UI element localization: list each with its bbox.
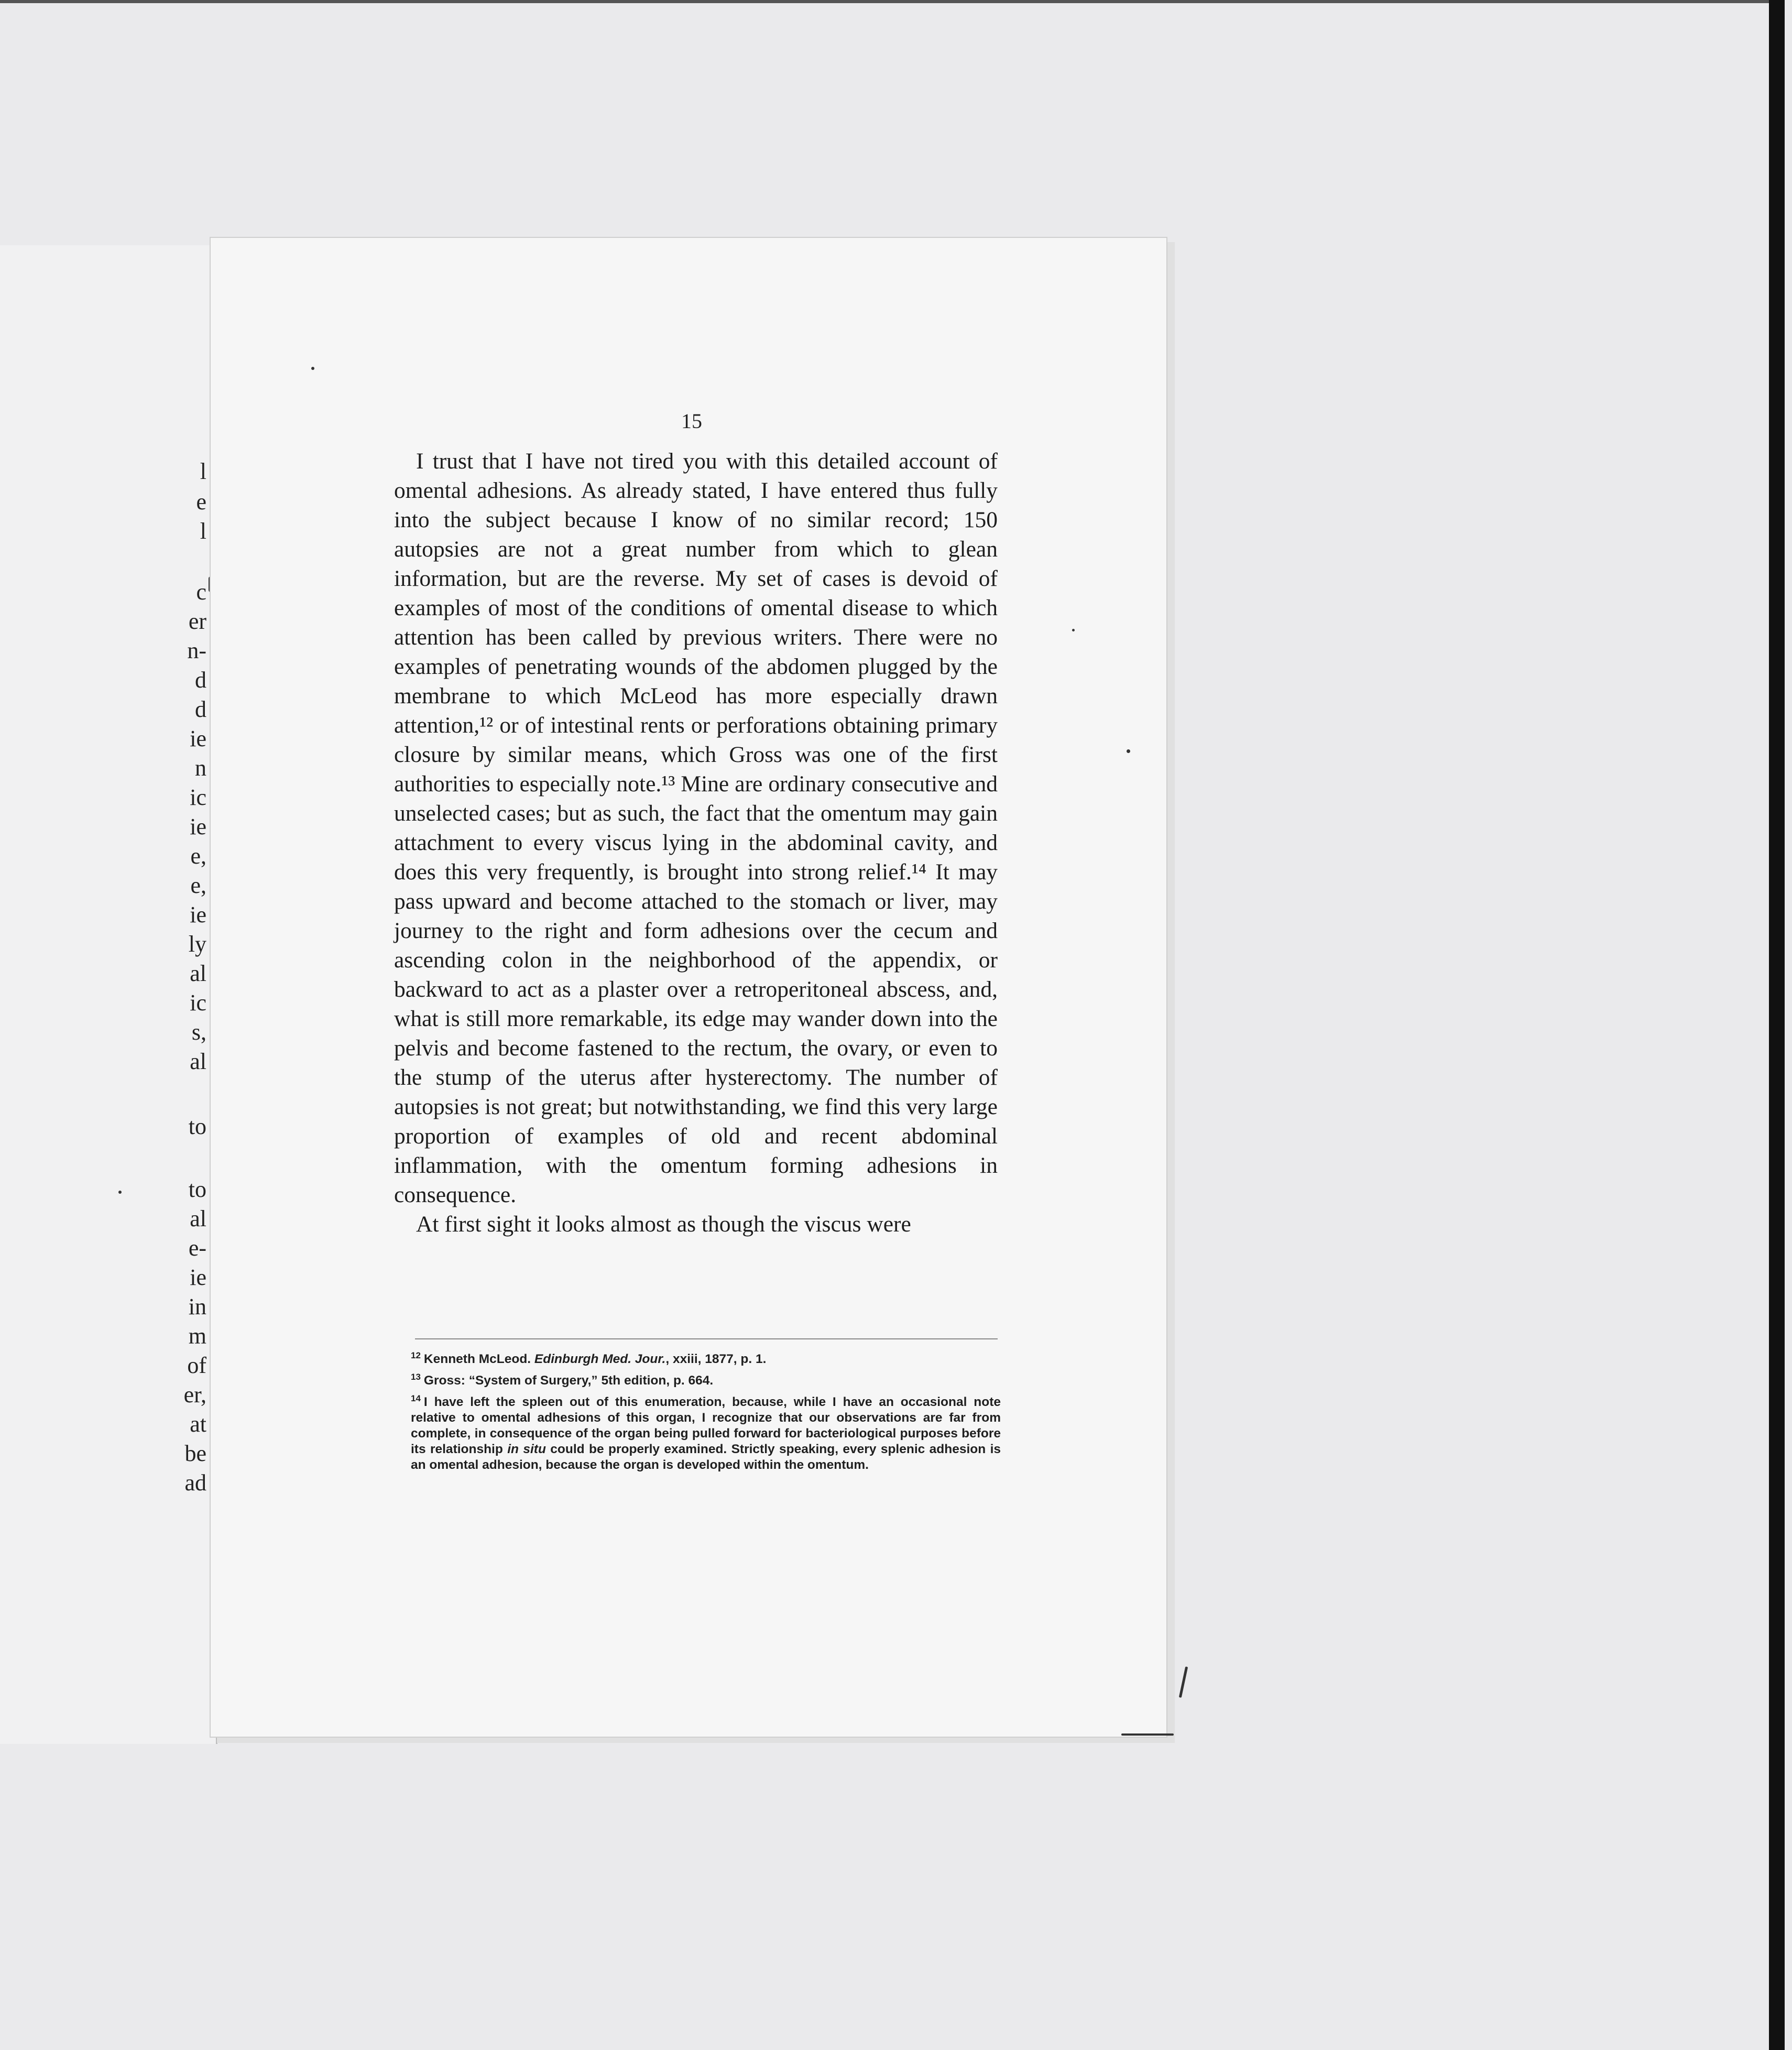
footnote-number: 14 [411,1393,421,1404]
facing-page-fragment: al [190,1206,206,1231]
facing-page-fragment: l [200,518,206,544]
scan-right-edge [1769,0,1785,2050]
facing-page-fragment: n [195,755,206,781]
facing-page-fragment: ie [190,814,206,839]
facing-page-fragment: ly [188,931,206,957]
facing-page-fragment: er [188,608,206,634]
facing-page-fragment: s, [191,1019,206,1045]
facing-page-fragment: c [196,579,206,605]
paragraph: At first sight it looks almost as though the viscus were [416,1212,911,1237]
facing-page-fragment: d [195,667,206,693]
footnotes [411,1348,1001,1475]
footnote-text: I have left the spleen out of this enumeration, because, while I have an occasional note relative to omental adhesions of this organ, I recognize that our observations are far from complete, in consequence of the organ being pulled forward for bacteriological purposes before its relationship [411,1395,1001,1457]
paragraph: I trust that I have not tired you with this detailed account of omental adhesions. As already stated, I have entered thus fully into the subject because I know of no similar record; 150 autopsies are not a great number from which to glean information, but are the reverse. My set of cases is devoid of examples of most of the conditions of omental disease to which attention has been called by previous writers. There were no examples of penetrating wounds of the abdomen plugged by the membrane to which McLeod has more especially drawn attention,¹² or of intestinal rents or perforations obtaining primary closure by similar means, which Gross was one of the first authorities to especially note.¹³ Mine are ordinary consecutive and unselected cases; but as such, the fact that the omentum may gain attachment to every viscus lying in the abdominal cavity, and does this very frequently, is brought into strong relief.¹⁴ It may pass upward and become attached to the stomach or liver, may journey to the right and form adhesions over the cecum and ascending colon in the neighborhood of the appendix, or backward to act as a plaster over a retroperitoneal abscess, and, what is still more remarkable, its edge may wander down into the pelvis and become fastened to the rectum, the ovary, or even to the stump of the uterus after hysterectomy. The number of autopsies is not great; but notwithstanding, we find this very large proportion of examples of old and recent abdominal inflammation, with the omentum forming adhesions in consequence. [394,449,998,1207]
facing-page-fragment: to [188,1176,206,1202]
footnote [411,1348,1001,1367]
footnote-italic: in situ [507,1442,546,1457]
scan-speck [311,367,314,370]
facing-page-fragment: er, [183,1382,206,1408]
scan-speck [1121,1733,1174,1736]
footnote [411,1391,1001,1473]
facing-page-fragment: m [188,1323,206,1349]
scan-top-edge [0,0,1771,3]
footnote-text: Gross: “System of Surgery,” 5th edition, p. 664. [423,1373,714,1388]
page-number: 15 [681,409,702,433]
facing-page-fragment: al [190,961,206,986]
facing-page-fragment: ad [184,1470,206,1496]
facing-page-fragment: at [190,1411,206,1437]
facing-page-fragment: e, [190,873,206,898]
body-text [394,446,998,1239]
facing-page-fragment: n- [187,638,206,663]
facing-page-fragment: ie [190,902,206,928]
footnote-number: 12 [411,1350,421,1360]
facing-page-fragment: ie [190,726,206,751]
scan-speck [1127,749,1130,753]
footnote-text: could be properly examined. Strictly speaking, every splenic adhesion is an omental adhesion, because the organ is developed within the omentum. [411,1442,1001,1473]
facing-page-fragment: ie [190,1264,206,1290]
scan-speck [1072,629,1075,631]
facing-page [0,245,217,1744]
facing-page-fragment: be [184,1441,206,1466]
facing-page-fragment: e [196,489,206,515]
facing-page-fragment: to [188,1114,206,1139]
facing-page-fragment: ic [190,990,206,1016]
scan-speck [118,1191,122,1194]
footnote-text: Kenneth McLeod. [423,1352,534,1367]
footnote-number: 13 [411,1372,421,1382]
footnote [411,1369,1001,1389]
facing-page-fragment: ic [190,784,206,810]
facing-page-fragment: of [187,1353,206,1378]
facing-page-fragment: l [200,459,206,484]
facing-page-fragment: in [188,1294,206,1320]
footnote-text: , xxiii, 1877, p. 1. [665,1352,767,1367]
facing-page-fragment: al [190,1049,206,1074]
facing-page-fragment: d [195,696,206,722]
facing-page-fragment: e- [188,1235,206,1261]
footnote-italic: Edinburgh Med. Jour. [534,1352,666,1367]
footnote-rule [415,1338,998,1339]
facing-page-fragment: e, [190,843,206,869]
